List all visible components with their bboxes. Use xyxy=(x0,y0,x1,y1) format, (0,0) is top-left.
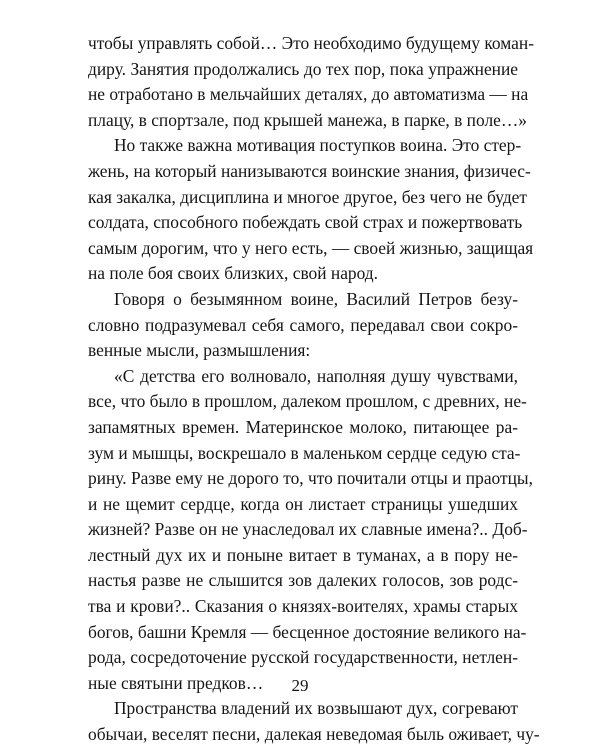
text-line: Но также важна мотивация поступков воина. Это стер- xyxy=(114,135,522,156)
page-number: 29 xyxy=(291,676,309,695)
text-line: обычаи, веселят песни, далекая неведомая быль оживает, чу- xyxy=(88,724,540,745)
text-line: плацу, в спортзале, под крышей манежа, в парке, в поле…» xyxy=(88,109,527,130)
text-line: самым дорогим, что у него есть, — своей жизнью, защищая xyxy=(88,237,534,258)
text-line: тва и крови?.. Сказания о князях-воителях, храмы старых xyxy=(88,596,518,617)
body-text xyxy=(88,31,540,748)
text-line: кая закалка, дисциплина и многое другое, без чего не будет xyxy=(88,186,527,207)
text-line: настья разве не слышится зов далеких голосов, зов родс- xyxy=(88,570,518,591)
text-line: ные святыни предков… xyxy=(88,672,264,693)
text-line: рода, сосредоточение русской государственности, нетлен- xyxy=(88,647,518,668)
text-line: рину. Разве ему не дорого то, что почитали отцы и праотцы, xyxy=(88,468,533,489)
text-line: все, что было в прошлом, далеком прошлом, с древних, не- xyxy=(88,391,527,412)
text-line: Говоря о безымянном воине, Василий Петров безу- xyxy=(114,288,518,309)
text-line: солдата, способного побеждать свой страх и пожертвовать xyxy=(88,212,523,233)
text-line: богов, башни Кремля — бесценное достояние великого на- xyxy=(88,621,527,642)
text-line: жень, на который нанизываются воинские знания, физичес- xyxy=(88,160,531,181)
text-line: венные мысли, размышления: xyxy=(88,340,311,361)
text-line: зум и мышцы, воскрешало в маленьком сердце седую ста- xyxy=(88,442,521,463)
text-line: диру. Занятия продолжались до тех пор, пока упражнение xyxy=(88,58,518,79)
text-line: Пространства владений их возвышают дух, согревают xyxy=(114,698,518,719)
text-line: словно подразумевал себя самого, передавал свои сокро- xyxy=(88,314,518,335)
text-line: на поле боя своих близких, свой народ. xyxy=(88,263,378,284)
text-line: лестный дух их и поныне витает в туманах, а в пору не- xyxy=(88,544,518,565)
text-line: и не щемит сердце, когда он листает страницы ушедших xyxy=(88,493,518,514)
text-line: чтобы управлять собой… Это необходимо будущему коман- xyxy=(88,33,534,53)
text-line: жизней? Разве он не унаследовал их славные имена?.. Доб- xyxy=(88,519,528,540)
text-line: запамятных времен. Материнское молоко, питающее ра- xyxy=(88,416,518,437)
text-line: «С детства его волновало, наполняя душу чувствами, xyxy=(114,365,518,386)
text-line: не отработано в мельчайших деталях, до автоматизма — на xyxy=(88,84,529,105)
